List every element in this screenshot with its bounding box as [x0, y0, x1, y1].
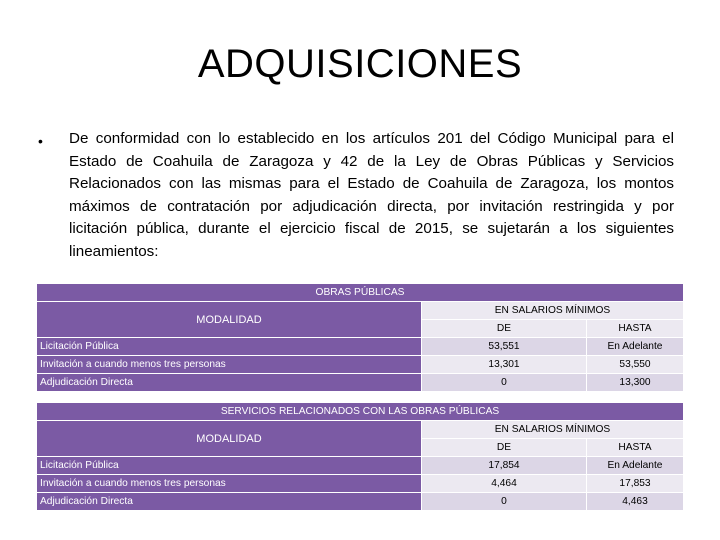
row-hasta: 53,550 [587, 356, 684, 374]
row-label: Invitación a cuando menos tres personas [37, 356, 422, 374]
row-de: 0 [422, 374, 587, 392]
row-label: Adjudicación Directa [37, 493, 422, 511]
modalidad-header: MODALIDAD [37, 302, 422, 338]
table-band-title: SERVICIOS RELACIONADOS CON LAS OBRAS PÚBLICAS [37, 403, 684, 421]
row-label: Adjudicación Directa [37, 374, 422, 392]
table-row [37, 475, 684, 493]
table-row [37, 374, 684, 392]
table-row [37, 356, 684, 374]
body-paragraph: De conformidad con lo establecido en los artículos 201 del Código Municipal para el Estado de Coahuila de Zaragoza y 42 de la Ley de Obras Públicas y Servicios Relacionados con las mismas para el Estado de Coahuila de Zaragoza, los montos máximos de contratación por adjudicación directa, por invitación restringida y por licitación pública, durante el ejercicio fiscal de 2015, se sujetarán a los siguientes lineamientos: [69, 130, 674, 260]
bullet-marker: • [38, 133, 43, 149]
row-hasta: 4,463 [587, 493, 684, 511]
table-row [37, 338, 684, 356]
row-de: 17,854 [422, 457, 587, 475]
row-label: Invitación a cuando menos tres personas [37, 475, 422, 493]
row-hasta: 17,853 [587, 475, 684, 493]
row-de: 13,301 [422, 356, 587, 374]
page-title: ADQUISICIONES [197, 42, 523, 86]
row-label: Licitación Pública [37, 457, 422, 475]
salarios-header: EN SALARIOS MÍNIMOS [422, 302, 684, 320]
row-hasta: 13,300 [587, 374, 684, 392]
modalidad-header: MODALIDAD [37, 421, 422, 457]
row-hasta: En Adelante [587, 457, 684, 475]
table-row [37, 493, 684, 511]
row-hasta: En Adelante [587, 338, 684, 356]
row-de: 53,551 [422, 338, 587, 356]
de-header: DE [422, 320, 587, 338]
row-de: 4,464 [422, 475, 587, 493]
de-header: DE [422, 439, 587, 457]
servicios-relacionados-table [36, 402, 684, 511]
obras-publicas-table [36, 283, 684, 392]
row-de: 0 [422, 493, 587, 511]
table-band-title: OBRAS PÚBLICAS [37, 284, 684, 302]
hasta-header: HASTA [587, 439, 684, 457]
salarios-header: EN SALARIOS MÍNIMOS [422, 421, 684, 439]
table-row [37, 457, 684, 475]
row-label: Licitación Pública [37, 338, 422, 356]
hasta-header: HASTA [587, 320, 684, 338]
